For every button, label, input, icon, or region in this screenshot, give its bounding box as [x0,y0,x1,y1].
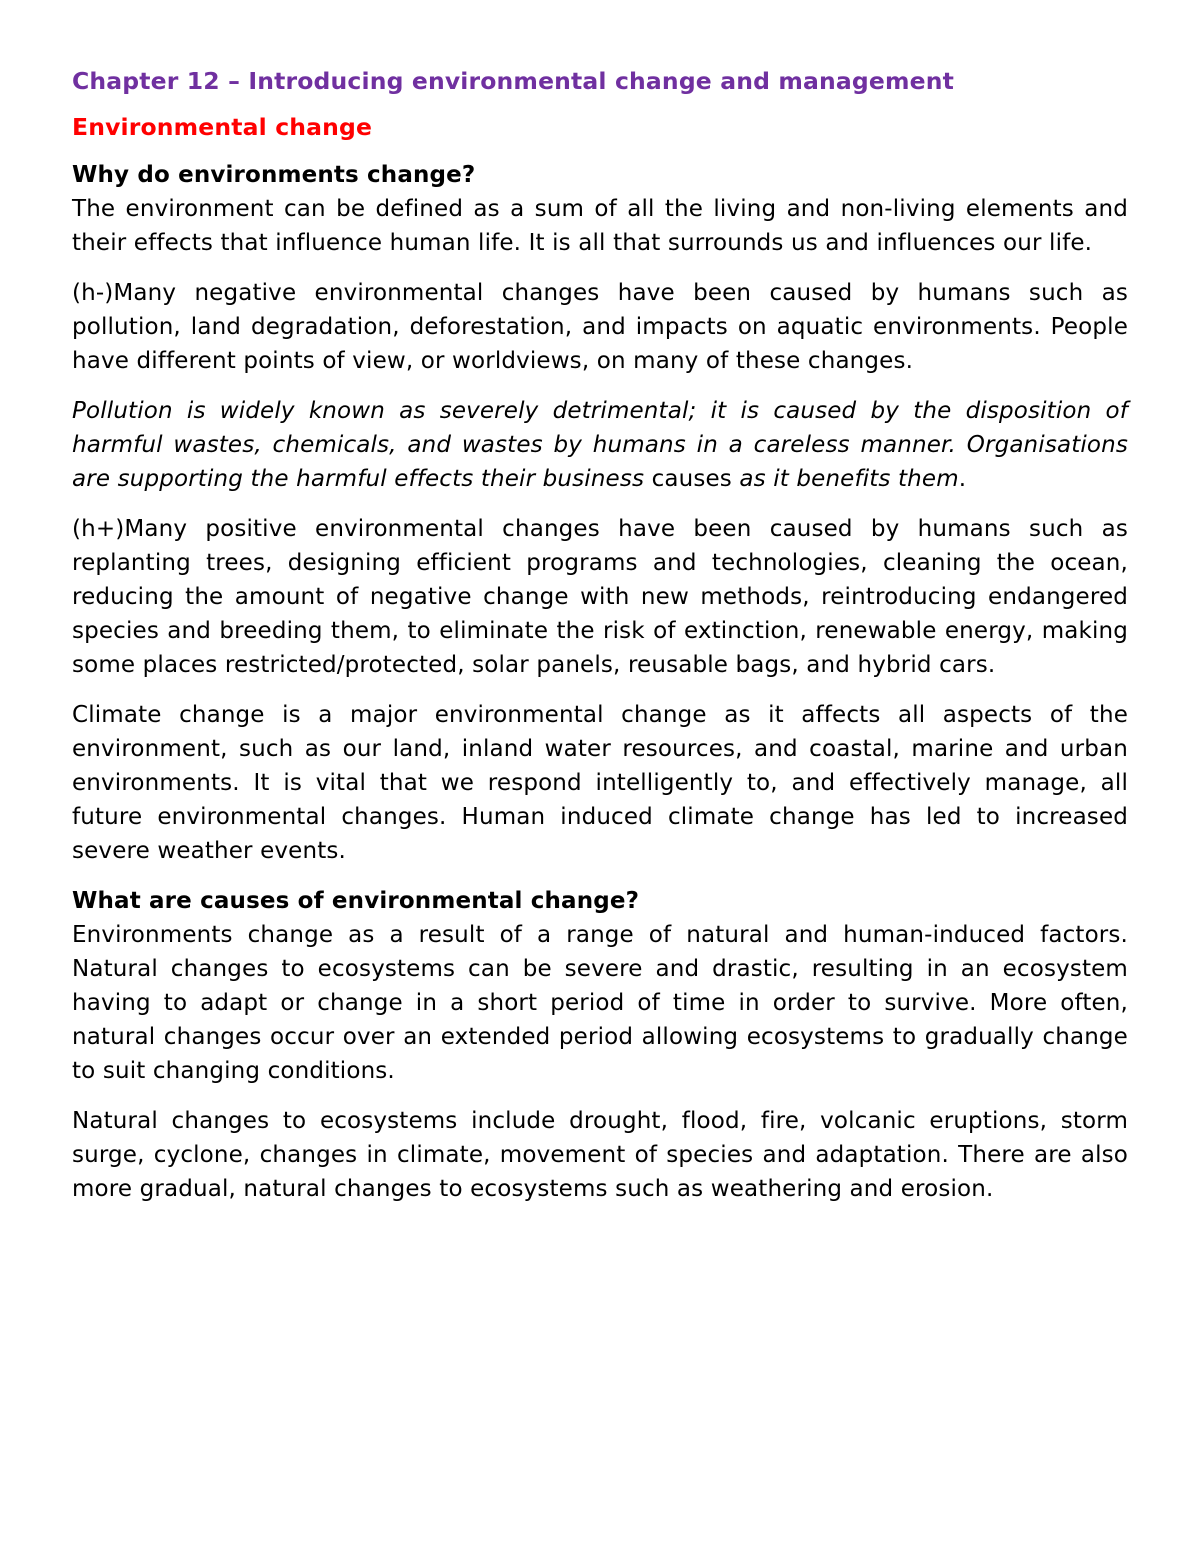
chapter-title: Chapter 12 – Introducing environmental change and management [72,67,954,95]
paragraph-causes: Environments change as a result of a range of natural and human-induced factors. Natural changes to ecosystems can be severe and drastic, resulting in an ecosystem having to adapt or change in a short period of time in order to survive. More often, natural changes occur over an extended period allowing ecosystems to gradually change to suit changing conditions. [72,922,1128,1084]
pollution-italic-end: as it benefits them [731,466,959,492]
pollution-italic-text: Pollution is widely known as severely detrimental; it is caused by the disposition of harmful wastes, chemicals, and wastes by humans in a careless manner. Organisations are supporting the harmful effects their business [72,398,1128,492]
paragraph-negative-changes: (h-)Many negative environmental changes have been caused by humans such as pollution, land degradation, deforestation, and impacts on aquatic environments. People have different points of view, or worldviews, on many of these changes. [72,280,1128,374]
paragraph-climate-change: Climate change is a major environmental change as it affects all aspects of the environment, such as our land, inland water resources, and coastal, marine and urban environments. It is vital that we respond intelligently to, and effectively manage, all future environmental changes. Human induced climate change has led to increased severe weather events. [72,702,1128,864]
pollution-plain-word: causes [651,466,732,492]
pollution-period: . [958,466,967,492]
question-heading-causes: What are causes of environmental change? [72,888,640,914]
document-page [72,64,1128,1222]
question-heading-why: Why do environments change? [72,162,476,188]
section-title: Environmental change [72,113,373,141]
paragraph-positive-changes: (h+)Many positive environmental changes have been caused by humans such as replanting trees, designing efficient programs and technologies, cleaning the ocean, reducing the amount of negative change with new methods, reintroducing endangered species and breeding them, to eliminate the risk of extinction, renewable energy, making some places restricted/protected, solar panels, reusable bags, and hybrid cars. [72,516,1128,678]
paragraph-natural-changes: Natural changes to ecosystems include drought, flood, fire, volcanic eruptions, storm surge, cyclone, changes in climate, movement of species and adaptation. There are also more gradual, natural changes to ecosystems such as weathering and erosion. [72,1108,1128,1202]
paragraph-pollution [72,394,1128,496]
paragraph-definition: The environment can be defined as a sum of all the living and non-living elements and their effects that influence human life. It is all that surrounds us and influences our life. [72,196,1128,256]
